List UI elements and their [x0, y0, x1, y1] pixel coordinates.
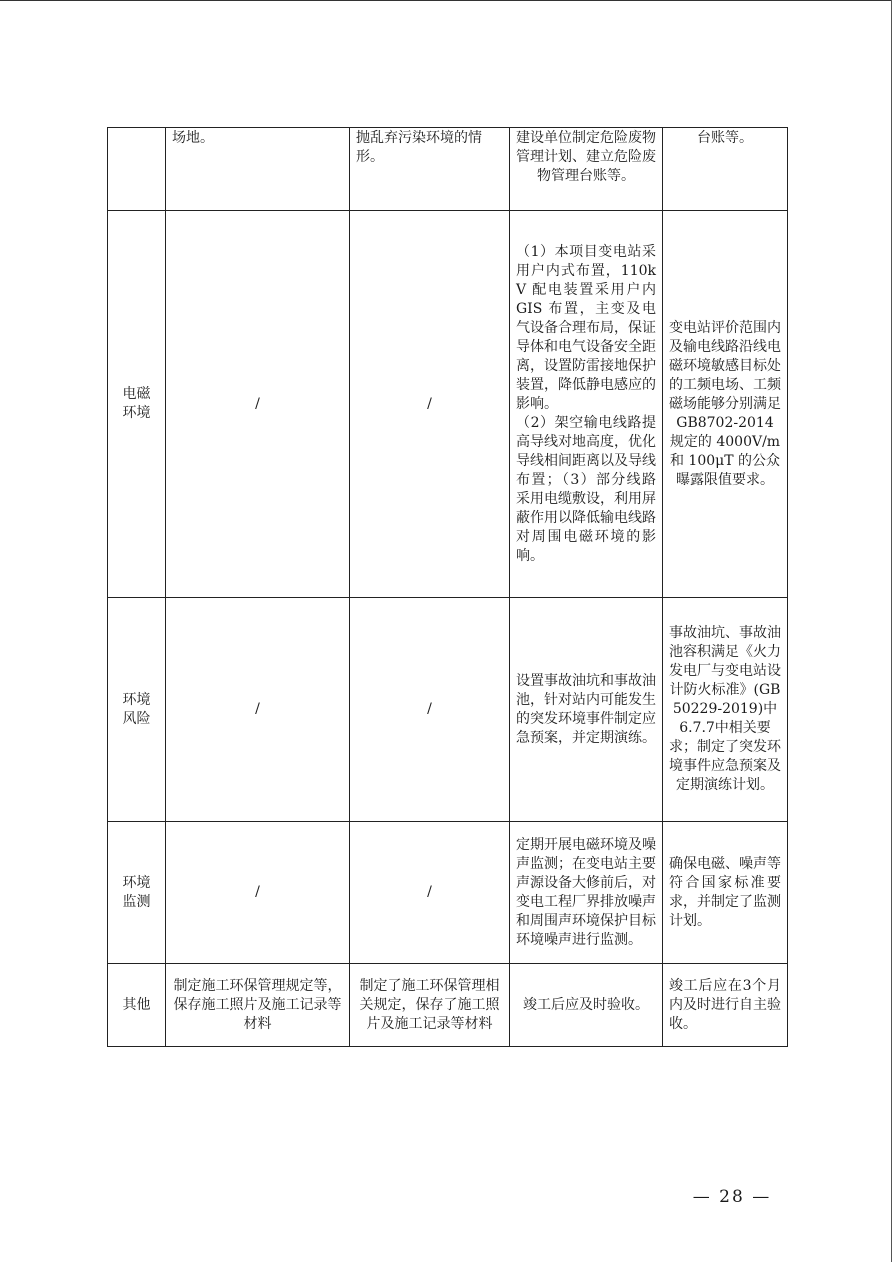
construction-implementation-cell: 制定了施工环保管理相关规定，保存了施工照片及施工记录等材料 [350, 964, 510, 1047]
operation-measure-cell: 建设单位制定危险废物管理计划、建立危险废物管理台账等。 [510, 128, 663, 211]
environmental-measures-table [107, 127, 788, 1047]
table-row [108, 128, 788, 211]
operation-measure-cell: 竣工后应及时验收。 [510, 964, 663, 1047]
category-cell: 环境 监测 [108, 822, 166, 964]
construction-measure-cell: / [166, 211, 350, 598]
acceptance-requirement-cell: 变电站评价范围内及输电线路沿线电磁环境敏感目标处的工频电场、工频磁场能够分别满足 GB8702-2014 规定的 4000V/m 和 100μT 的公众曝露限值要求。 [663, 211, 788, 598]
acceptance-requirement-cell: 竣工后应在3个月内及时进行自主验收。 [663, 964, 788, 1047]
table-row [108, 598, 788, 822]
category-cell: 其他 [108, 964, 166, 1047]
acceptance-requirement-cell: 确保电磁、噪声等符合国家标准要求，并制定了监测计划。 [663, 822, 788, 964]
acceptance-requirement-cell: 台账等。 [663, 128, 788, 211]
operation-measure-cell: （1）本项目变电站采用户内式布置，110kV 配电装置采用户内 GIS 布置，主变及电气设备合理布局，保证导体和电气设备安全距离，设置防雷接地保护装置，降低静电感应的影响。 （2）架空输电线路提高导线对地高度，优化导线相间距离以及导线布置；（3）部分线路采用电缆敷设，利用屏蔽作用以降低输电线路对周围电磁环境的影响。 [510, 211, 663, 598]
construction-implementation-cell: / [350, 211, 510, 598]
table-row [108, 211, 788, 598]
category-cell: 环境 风险 [108, 598, 166, 822]
page-top-border [0, 0, 892, 1]
page-number: — 28 — [692, 1187, 772, 1207]
construction-measure-cell: / [166, 822, 350, 964]
construction-implementation-cell: 抛乱弃污染环境的情形。 [350, 128, 510, 211]
operation-measure-cell: 设置事故油坑和事故油池，针对站内可能发生的突发环境事件制定应急预案，并定期演练。 [510, 598, 663, 822]
category-cell: 电磁 环境 [108, 211, 166, 598]
category-cell [108, 128, 166, 211]
table-row [108, 822, 788, 964]
construction-implementation-cell: / [350, 822, 510, 964]
construction-measure-cell: 场地。 [166, 128, 350, 211]
construction-measure-cell: / [166, 598, 350, 822]
construction-measure-cell: 制定施工环保管理规定等，保存施工照片及施工记录等材料 [166, 964, 350, 1047]
construction-implementation-cell: / [350, 598, 510, 822]
operation-measure-cell: 定期开展电磁环境及噪声监测；在变电站主要声源设备大修前后，对变电工程厂界排放噪声和周围声环境保护目标环境噪声进行监测。 [510, 822, 663, 964]
acceptance-requirement-cell: 事故油坑、事故油池容积满足《火力发电厂与变电站设计防火标准》(GB50229-2019)中6.7.7中相关要求；制定了突发环境事件应急预案及定期演练计划。 [663, 598, 788, 822]
table-row [108, 964, 788, 1047]
